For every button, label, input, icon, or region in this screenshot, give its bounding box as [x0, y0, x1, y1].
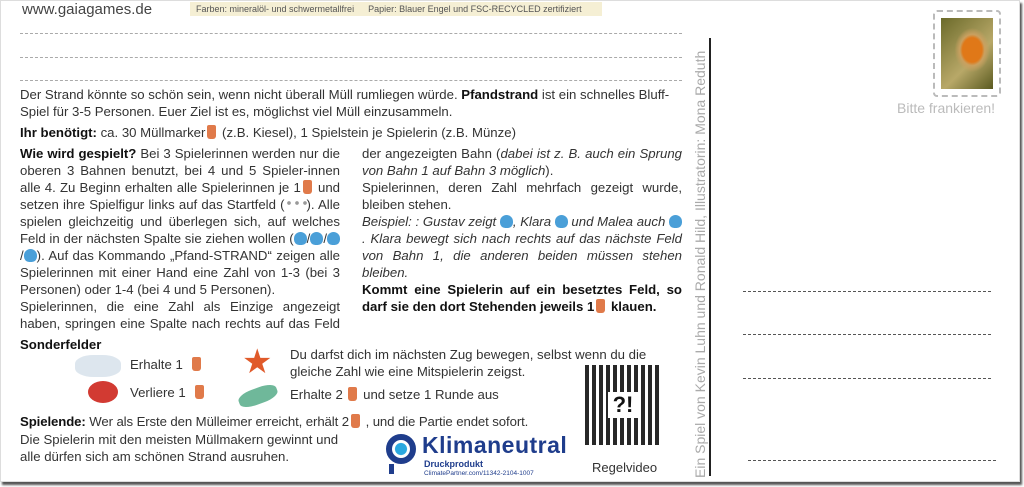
special-bottle-text: und setze 1 Runde aus — [359, 387, 499, 402]
howto-paragraph: Wie wird gespielt? Bei 3 Spielerinnen werden nur die oberen 3 Bahnen benutzt, bei 4 und 5 Spieler-innen alle 4. Zu Beginn erhalten alle Spielerinnen je 1 und setzen ihre Spielfigur links auf das Startfeld ( ). Alle spielen gleichzeitig und überlegen sich, auf welches Feld in der nächsten Spalte sie ziehen wollen ( / // ). Auf das Kommando „Pfand-STRAND“ zeigen alle Spielerinnen mit einer Hand eine Zahl von 1-3 (bei 3 Personen) oder 1-4 (bei 4 und 5 Personen). — [20, 146, 341, 297]
trash-marker-icon — [303, 180, 312, 194]
qr-label: Regelvideo — [592, 460, 658, 475]
howto-note: dabei ist z. B. auch ein Sprung von Bahn 1 auf Bahn 3 möglich — [362, 146, 683, 178]
hand-two-icon — [310, 232, 323, 245]
special-star: Du darfst dich im nächsten Zug bewegen, selbst wenn du die gleiche Zahl wie eine Mitspielerin zeigst. — [290, 347, 647, 379]
trash-marker-icon — [195, 385, 204, 399]
colors-notice: Farben: mineralöl- und schwermetallfrei — [196, 4, 355, 14]
intro-text — [20, 86, 685, 120]
intro-part: ist ein schnelles Bluff-Spiel für 3-5 Personen. Euer Ziel ist es, möglichst viel Müll einzusammeln. — [20, 87, 670, 119]
writing-line — [20, 57, 682, 58]
trash-marker-icon — [192, 357, 201, 371]
hand-one-icon — [294, 232, 307, 245]
hand-two-icon — [669, 215, 682, 228]
starfish-icon: ★ — [242, 343, 273, 381]
writing-line — [20, 80, 682, 81]
trash-marker-icon — [596, 299, 605, 313]
howto-text: ). Alle spielen gleichzeitig und überlegen sich, auf welches Feld in der nächsten Spalte sie ziehen wollen ( — [20, 197, 341, 246]
robin-image — [941, 18, 993, 89]
game-end — [20, 413, 528, 430]
hand-four-icon — [24, 249, 37, 262]
end-winner: Die Spielerin mit den meisten Müllmakern gewinnt und alle dürfen sich am schönen Strand ausruhen. — [20, 432, 339, 464]
trash-marker-icon — [207, 125, 216, 139]
address-line — [743, 378, 991, 379]
trash-marker-icon — [348, 387, 357, 401]
writing-line — [20, 33, 682, 34]
footprints-icon — [285, 199, 307, 209]
howto-text: Bei 3 Spielerinnen werden nur die oberen 3 Bahnen benutzt, bei 4 und 5 Spieler-innen alle 4. Zu Beginn erhalten alle Spielerinnen je 1 — [20, 146, 340, 195]
climate-subtitle: Druckprodukt — [424, 459, 484, 469]
climate-partner-logo — [386, 434, 416, 474]
example — [362, 213, 682, 281]
howto-text: Spielerinnen, deren Zahl mehrfach gezeigt wurde, bleiben stehen. — [362, 180, 682, 212]
materials-text: ca. 30 Müllmarker — [96, 125, 206, 140]
crab-icon — [88, 381, 118, 403]
website-url[interactable]: www.gaiagames.de — [22, 1, 153, 18]
howto-text: und setzen ihre Spielfigur links auf das Startfeld ( — [20, 180, 340, 212]
stamp-label: Bitte frankieren! — [897, 100, 996, 116]
game-title: Pfandstrand — [461, 87, 539, 102]
intro-part: Der Strand könnte so schön sein, wenn nicht überall Müll rumliegen würde. — [20, 87, 462, 102]
materials-label: Ihr benötigt: — [20, 125, 97, 140]
paper-notice: Papier: Blauer Engel und FSC-RECYCLED zertifiziert — [368, 4, 582, 14]
special-bottle — [290, 386, 499, 403]
end-text: , und die Partie endet sofort. — [362, 414, 529, 429]
howto-text: Spielerinnen, die eine Zahl als Einzige angezeigt haben, springen eine Spalte nach rechts auf das Feld der angezeigten Bahn ( — [20, 146, 501, 331]
special-bag — [130, 356, 203, 373]
special-bottle-text: Erhalte 2 — [290, 387, 343, 402]
address-line — [743, 291, 991, 292]
hand-three-icon — [327, 232, 340, 245]
divider — [709, 38, 711, 476]
stamp-robin — [933, 10, 1001, 97]
special-bag-text: Erhalte 1 — [130, 357, 183, 372]
steal-rule: klauen. — [607, 299, 657, 314]
address-line — [743, 334, 991, 335]
trash-marker-icon — [351, 414, 360, 428]
special-crab-text: Verliere 1 — [130, 385, 186, 400]
howto-text: ). — [545, 163, 554, 178]
special-crab — [130, 384, 206, 401]
example-text: Beispiel: : Gustav zeigt — [362, 214, 500, 229]
end-label: Spielende: — [20, 414, 86, 429]
howto-paragraph — [362, 179, 682, 213]
materials — [20, 124, 685, 141]
example-text: . Klara bewegt sich nach rechts auf das nächste Feld von Bahn 1, die anderen beiden müssen stehen bleiben. — [362, 231, 682, 280]
howto-label: Wie wird gespielt? — [20, 146, 137, 161]
plastic-bag-icon — [75, 355, 121, 377]
materials-text: (z.B. Kiesel), 1 Spielstein je Spielerin (z.B. Münze) — [218, 125, 516, 140]
howto-text: ). Auf das Kommando „Pfand-STRAND“ zeigen alle Spielerinnen mit einer Hand eine Zahl von 1-3 (bei 3 Personen) oder 1-4 (bei 4 und 5 Personen). — [20, 248, 340, 297]
steal-paragraph — [362, 281, 682, 315]
question-icon: ?! — [608, 392, 638, 418]
end-text: Wer als Erste den Mülleimer erreicht, erhält 2 — [85, 414, 349, 429]
hand-two-icon — [500, 215, 513, 228]
example-text: und Malea auch — [567, 214, 669, 229]
example-text: , Klara — [512, 214, 555, 229]
eco-notice — [190, 2, 602, 16]
climate-title: Klimaneutral — [422, 432, 568, 458]
credits: Ein Spiel von Kevin Luhn und Ronald Hild, Illustratorin: Mona Reduth — [692, 50, 708, 478]
hand-one-icon — [555, 215, 568, 228]
address-line — [748, 460, 996, 461]
special-title: Sonderfelder — [20, 337, 102, 352]
howto-columns — [20, 145, 682, 333]
special-fields-title — [20, 336, 101, 353]
steal-rule: Kommt eine Spielerin auf ein besetztes Feld, so darf sie den dort Stehenden jeweils 1 — [362, 282, 682, 314]
climate-id[interactable]: ClimatePartner.com/11342-2104-1007 — [424, 470, 534, 477]
